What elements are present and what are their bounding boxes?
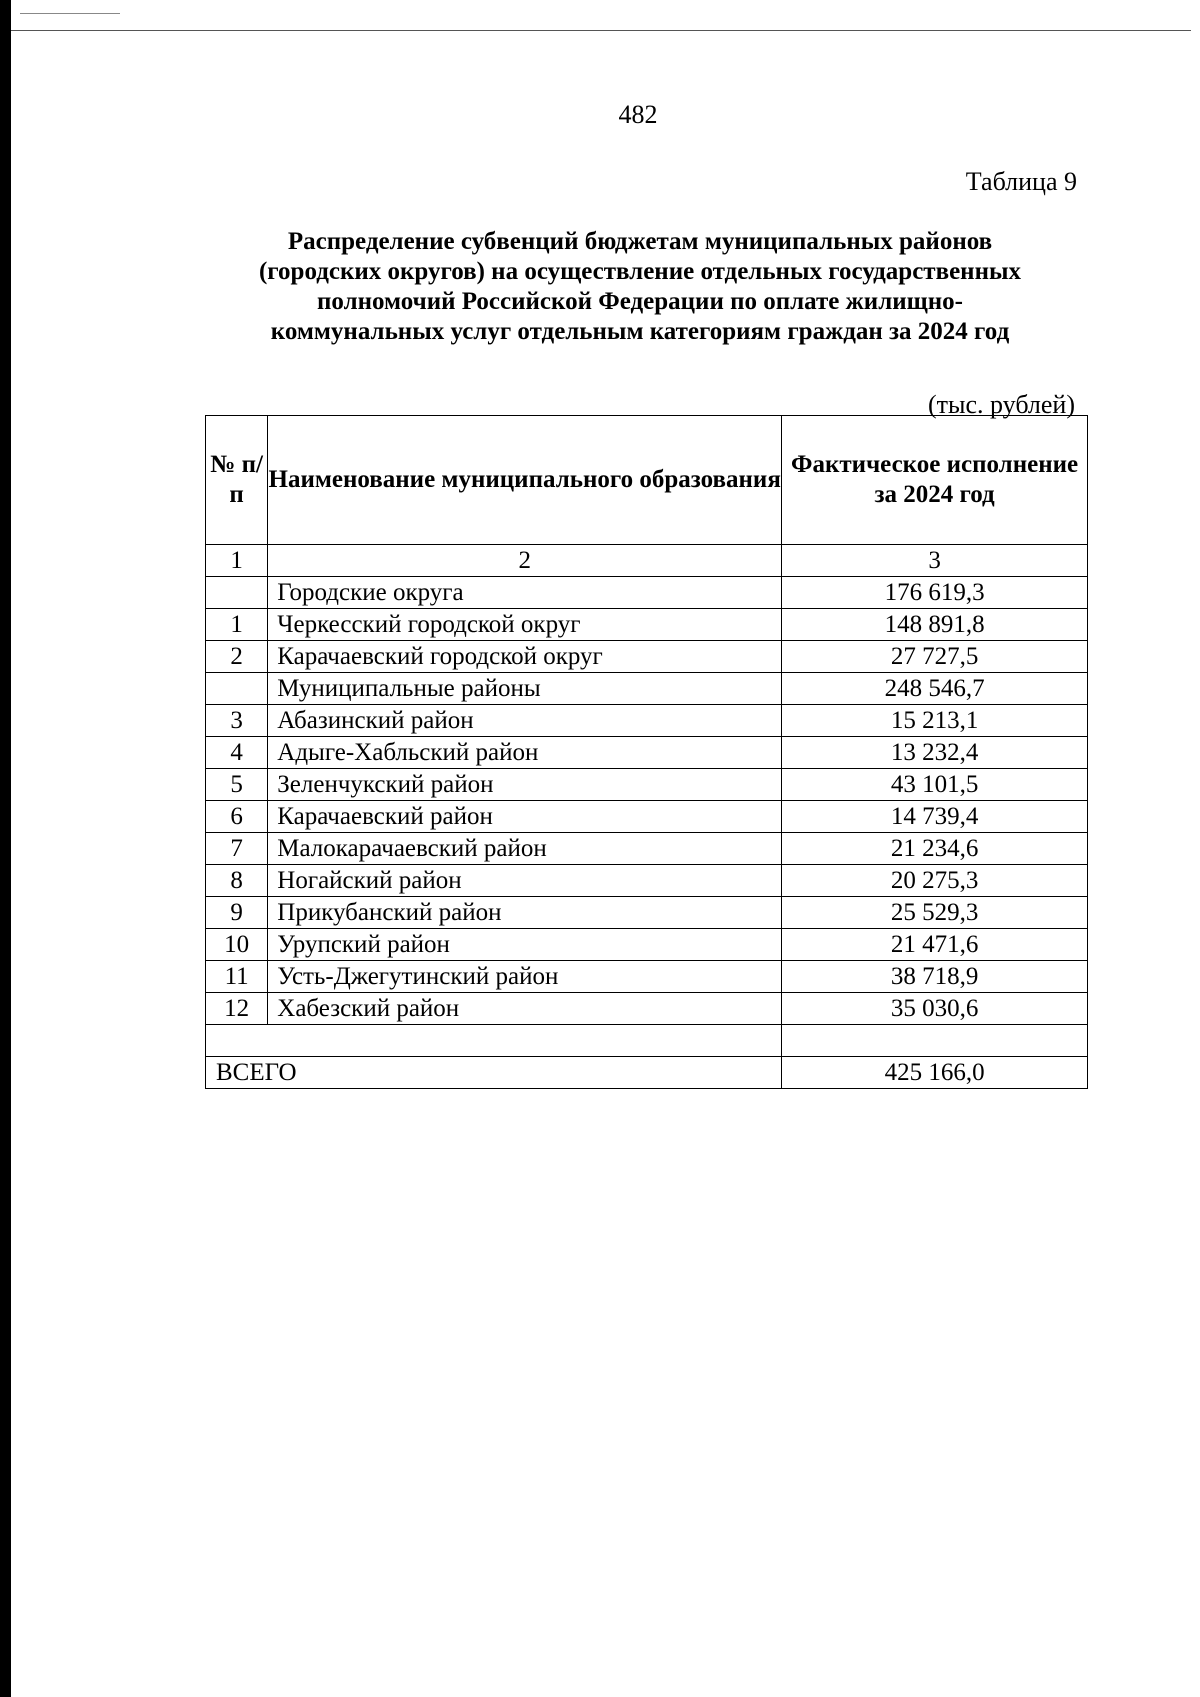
empty-row [206,1025,1088,1057]
table-row [206,769,1088,801]
row-name: Прикубанский район [268,897,782,929]
row-name: Урупский район [268,929,782,961]
row-name: Карачаевский городской округ [268,641,782,673]
row-value: 43 101,5 [782,769,1088,801]
table-row [206,737,1088,769]
total-label: ВСЕГО [206,1057,782,1089]
table-row [206,577,1088,609]
row-value: 13 232,4 [782,737,1088,769]
row-name: Хабезский район [268,993,782,1025]
table-row [206,929,1088,961]
row-name: Абазинский район [268,705,782,737]
scan-artifact-line [11,30,1191,31]
page-number: 482 [618,100,658,129]
row-name: Карачаевский район [268,801,782,833]
row-value: 21 471,6 [782,929,1088,961]
row-number: 2 [206,641,268,673]
row-number: 1 [206,609,268,641]
row-number: 12 [206,993,268,1025]
table-row [206,609,1088,641]
row-number: 5 [206,769,268,801]
row-name: Зеленчукский район [268,769,782,801]
column-index: 1 [206,545,268,577]
row-number: 3 [206,705,268,737]
row-name: Ногайский район [268,865,782,897]
row-number [206,673,268,705]
empty-cell [782,1025,1088,1057]
table-row [206,961,1088,993]
row-number [206,577,268,609]
row-name: Черкесский городской округ [268,609,782,641]
row-value: 176 619,3 [782,577,1088,609]
row-number: 10 [206,929,268,961]
empty-cell [206,1025,782,1057]
row-number: 4 [206,737,268,769]
scan-artifact-line [20,13,120,14]
subvention-table [205,415,1088,1089]
total-value: 425 166,0 [782,1057,1088,1089]
row-name: Адыге-Хабльский район [268,737,782,769]
row-name: Муниципальные районы [268,673,782,705]
row-value: 38 718,9 [782,961,1088,993]
header-name: Наименование муниципального образования [268,416,782,545]
row-value: 20 275,3 [782,865,1088,897]
row-number: 11 [206,961,268,993]
table-row [206,897,1088,929]
row-number: 6 [206,801,268,833]
row-value: 15 213,1 [782,705,1088,737]
row-name: Городские округа [268,577,782,609]
header-value: Фактическое исполнение за 2024 год [782,416,1088,545]
table-label: Таблица 9 [965,167,1077,196]
units-label: (тыс. рублей) [927,390,1075,419]
row-name: Малокарачаевский район [268,833,782,865]
row-value: 27 727,5 [782,641,1088,673]
row-number: 9 [206,897,268,929]
table-row [206,993,1088,1025]
total-row [206,1057,1088,1089]
table-row [206,641,1088,673]
row-value: 148 891,8 [782,609,1088,641]
row-value: 14 739,4 [782,801,1088,833]
row-value: 248 546,7 [782,673,1088,705]
table-row [206,865,1088,897]
document-title: Распределение субвенций бюджетам муниципальных районов (городских округов) на осуществление отдельных государственных полномочий Российской Федерации по оплате жилищно- коммунальных услуг отдельным категориям граждан за 2024 год [258,228,1021,345]
table-row [206,673,1088,705]
table-row [206,705,1088,737]
table-header-row [206,416,1088,545]
row-value: 21 234,6 [782,833,1088,865]
row-number: 8 [206,865,268,897]
row-value: 25 529,3 [782,897,1088,929]
row-name: Усть-Джегутинский район [268,961,782,993]
column-index: 3 [782,545,1088,577]
row-number: 7 [206,833,268,865]
table-row [206,833,1088,865]
header-num: № п/п [206,416,268,545]
scan-border [0,0,11,1697]
table-row [206,801,1088,833]
column-index: 2 [268,545,782,577]
row-value: 35 030,6 [782,993,1088,1025]
column-index-row [206,545,1088,577]
